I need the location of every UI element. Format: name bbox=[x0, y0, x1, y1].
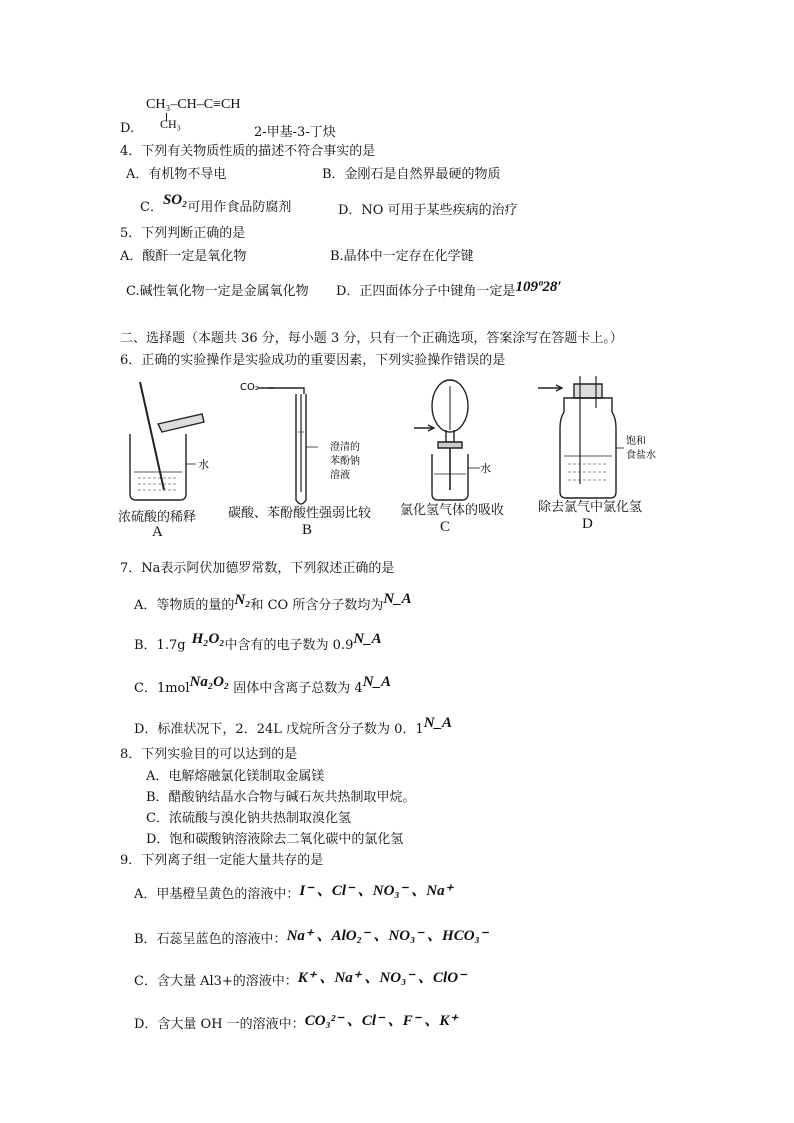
q9-a-ions: I⁻ 、Cl⁻ 、NO₃⁻ 、Na⁺ bbox=[299, 883, 453, 899]
figure-b-solution-line1: 澄清的 bbox=[330, 442, 360, 453]
q7-c-formula: Na₂O₂ bbox=[189, 674, 230, 690]
q7-a-formula: N₂ bbox=[234, 592, 251, 608]
q9-b-ions: Na⁺ 、AlO₂⁻ 、NO₃⁻ 、HCO₃⁻ bbox=[286, 928, 488, 944]
q9-c-ions: K⁺ 、Na⁺ 、NO₃⁻ 、ClO⁻ bbox=[297, 970, 466, 986]
figure-b-apparatus bbox=[258, 388, 318, 504]
q9-option-d bbox=[134, 1012, 457, 1033]
q7-b-middle: 中含有的电子数为 0.9 bbox=[224, 638, 354, 653]
glass-rod bbox=[140, 382, 164, 490]
q5-option-d-angle: 109º28′ bbox=[515, 279, 562, 295]
figure-a-caption: 浓硫酸的稀释 bbox=[118, 510, 197, 525]
q9-stem: 9．下列离子组一定能大量共存的是 bbox=[120, 853, 324, 868]
q7-option-d bbox=[134, 715, 453, 738]
q3-structure-main: CH₃–CH–C≡CH bbox=[146, 97, 241, 112]
figure-a-letter: A bbox=[152, 524, 163, 540]
q4-stem: 4．下列有关物质性质的描述不符合事实的是 bbox=[120, 144, 376, 159]
q9-d-ions: CO₃²⁻ 、Cl⁻ 、F⁻ 、K⁺ bbox=[304, 1013, 458, 1029]
q5-stem: 5．下列判断正确的是 bbox=[120, 226, 246, 241]
q9-b-prefix: B．石蕊呈蓝色的溶液中： bbox=[134, 932, 287, 947]
q5-option-a: A．酸酐一定是氧化物 bbox=[120, 249, 247, 264]
q5-option-c: C.碱性氧化物一定是金属氧化物 bbox=[126, 284, 309, 299]
q9-d-prefix: D．含大量 OH 一的溶液中： bbox=[134, 1017, 305, 1032]
q8-option-a: A．电解熔融氯化镁制取金属镁 bbox=[146, 769, 325, 784]
q7-d-text: D．标准状况下，2．24L 戊烷所含分子数为 0．1 bbox=[134, 722, 424, 737]
q7-option-c bbox=[134, 674, 392, 697]
q7-d-na-symbol: N_A bbox=[423, 715, 453, 731]
figure-a-apparatus bbox=[130, 382, 204, 500]
q4-option-b: B．金刚石是自然界最硬的物质 bbox=[322, 167, 501, 182]
figure-a-water-label: 水 bbox=[198, 458, 209, 471]
q3-structure-branch: CH₃ bbox=[160, 117, 181, 131]
q8-option-b: B．醋酸钠结晶水合物与碱石灰共热制取甲烷。 bbox=[146, 790, 416, 805]
q7-a-prefix: A．等物质的量的 bbox=[134, 598, 235, 613]
figure-c-caption: 氯化氢气体的吸收 bbox=[400, 503, 505, 518]
q3-option-d-label: D. bbox=[120, 121, 135, 136]
q7-b-na-symbol: N_A bbox=[353, 631, 382, 647]
pouring-beaker bbox=[158, 414, 204, 432]
figure-b-gas-label: CO₂ bbox=[240, 382, 259, 393]
figure-d-caption: 除去氯气中氯化氢 bbox=[538, 500, 643, 515]
q4-option-d: D．NO 可用于某些疾病的治疗 bbox=[338, 203, 518, 218]
q7-option-b bbox=[134, 631, 382, 654]
figure-c-water-label: 水 bbox=[480, 462, 491, 475]
q6-stem: 6．正确的实验操作是实验成功的重要因素，下列实验操作错误的是 bbox=[120, 353, 506, 368]
q7-c-prefix: C．1mol bbox=[134, 681, 190, 696]
figure-b-letter: B bbox=[302, 522, 313, 538]
q8-option-d: D．饱和碳酸钠溶液除去二氧化碳中的氯化氢 bbox=[146, 832, 404, 847]
q7-stem: 7．Na表示阿伏加德罗常数，下列叙述正确的是 bbox=[120, 561, 395, 576]
section-2-heading: 二、选择题（本题共 36 分，每小题 3 分，只有一个正确选项，答案涂写在答题卡上。） bbox=[120, 331, 623, 346]
q4-option-a: A．有机物不导电 bbox=[126, 167, 227, 182]
q7-a-middle: 和 CO 所含分子数均为 bbox=[250, 598, 384, 613]
figure-b-solution-line2: 苯酚钠 bbox=[330, 456, 360, 467]
q7-b-prefix: B．1.7g bbox=[134, 638, 186, 653]
q9-option-c bbox=[134, 969, 466, 990]
q9-c-prefix: C．含大量 Al3+的溶液中： bbox=[134, 974, 298, 989]
q6-figures bbox=[118, 372, 678, 542]
q9-option-a bbox=[134, 882, 453, 903]
q4-option-c-formula: SO₂ bbox=[162, 192, 188, 208]
q7-option-a bbox=[134, 591, 412, 614]
q7-b-formula: H₂O₂ bbox=[191, 631, 225, 647]
figure-c-letter: C bbox=[440, 519, 451, 535]
q4-option-c-suffix: 可用作食品防腐剂 bbox=[187, 200, 292, 215]
figure-d-solution-line2: 食盐水 bbox=[626, 450, 656, 461]
q7-c-middle: 固体中含离子总数为 4 bbox=[229, 681, 363, 696]
q8-option-c: C．浓硫酸与溴化钠共热制取溴化氢 bbox=[146, 811, 351, 826]
q9-a-prefix: A．甲基橙呈黄色的溶液中： bbox=[134, 887, 300, 902]
q9-option-b bbox=[134, 927, 488, 948]
q5-option-d-prefix: D．正四面体分子中键角一定是 bbox=[336, 284, 516, 299]
figure-b-solution-line3: 溶液 bbox=[330, 470, 350, 481]
q8-stem: 8．下列实验目的可以达到的是 bbox=[120, 747, 298, 762]
figure-b-caption: 碳酸、苯酚酸性强弱比较 bbox=[228, 506, 372, 521]
q5-option-d bbox=[336, 280, 562, 300]
q7-c-na-symbol: N_A bbox=[362, 674, 392, 690]
q3-option-d-name: 2-甲基-3-丁炔 bbox=[254, 125, 336, 140]
q4-option-c bbox=[140, 192, 292, 216]
figure-d-letter: D bbox=[582, 516, 593, 532]
figure-d-apparatus bbox=[538, 376, 624, 498]
q5-option-b: B.晶体中一定存在化学键 bbox=[330, 249, 474, 264]
figure-d-solution-line1: 饱和 bbox=[626, 436, 646, 447]
q7-a-na-symbol: N_A bbox=[383, 591, 412, 607]
figure-c-apparatus bbox=[414, 380, 480, 500]
q4-option-c-prefix: C． bbox=[140, 200, 163, 215]
